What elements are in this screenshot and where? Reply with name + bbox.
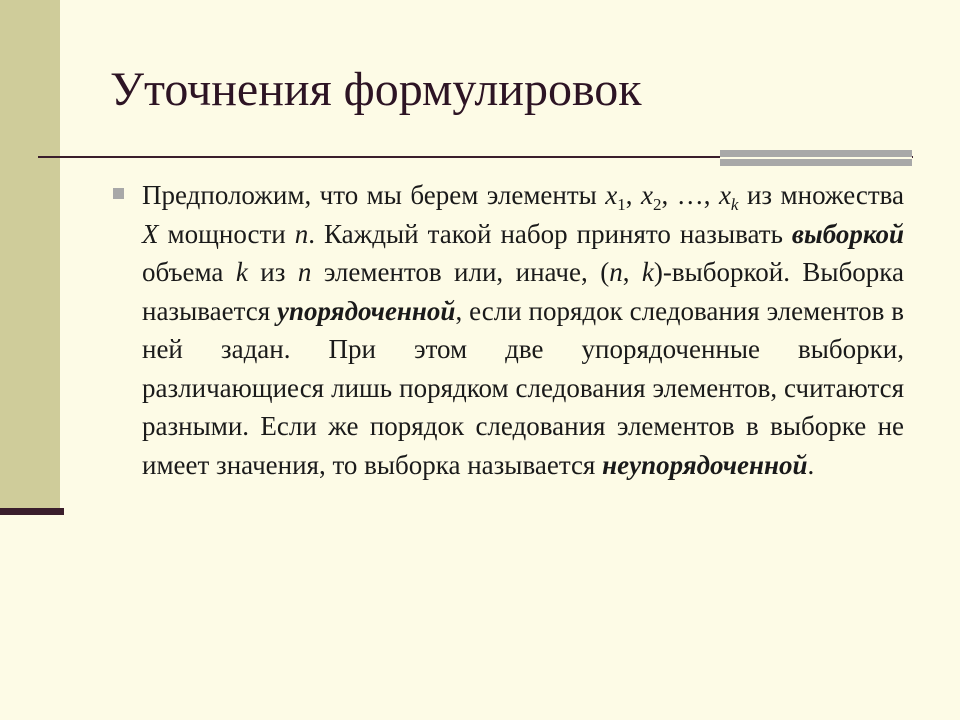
text-run: . Каждый такой набор принято называть xyxy=(308,218,792,249)
var-x1: x xyxy=(605,180,618,210)
text-run: )-выборкой. Выборка называется xyxy=(142,257,904,326)
left-band-bottom-rule xyxy=(0,508,64,515)
var-x2: x xyxy=(641,180,653,210)
text-run: Предположим, что мы берем элементы xyxy=(142,180,606,210)
text-run: из xyxy=(247,257,298,287)
var-k: k xyxy=(641,257,654,287)
var-k: k xyxy=(235,257,248,287)
var-X: X xyxy=(142,218,159,249)
text-run: , xyxy=(622,257,642,287)
term-sample: выборкой xyxy=(791,218,904,249)
title-accent-stripe xyxy=(720,157,912,159)
text-run: . xyxy=(807,449,815,480)
bullet-square-icon xyxy=(113,188,124,199)
body-paragraph xyxy=(142,176,904,484)
var-xk: x xyxy=(718,180,731,210)
subscript-2: 2 xyxy=(652,195,662,214)
text-run: элементов или, иначе, ( xyxy=(311,257,610,287)
text-run: , если порядок следования элементов в ней задан. При этом две упорядоченные выборки, различающиеся лишь порядком следования элементов, считаются разными. Если же порядок следования элементов в выборке не имеет значения, то выборка называется xyxy=(142,295,904,480)
text-run: , …, xyxy=(661,180,719,210)
term-ordered: упорядоченной xyxy=(277,295,456,326)
text-run: объема xyxy=(142,257,236,287)
left-decorative-band xyxy=(0,0,60,512)
var-n: n xyxy=(294,218,309,249)
text-run: из множества xyxy=(738,180,905,210)
term-unordered: неупорядоченной xyxy=(602,449,808,480)
slide-title: Уточнения формулировок xyxy=(110,63,642,116)
text-run: мощности xyxy=(158,218,295,249)
subscript-k: k xyxy=(730,195,739,214)
var-n: n xyxy=(609,257,623,287)
subscript-1: 1 xyxy=(617,195,626,214)
var-n: n xyxy=(297,257,312,287)
text-run: , xyxy=(625,180,641,210)
